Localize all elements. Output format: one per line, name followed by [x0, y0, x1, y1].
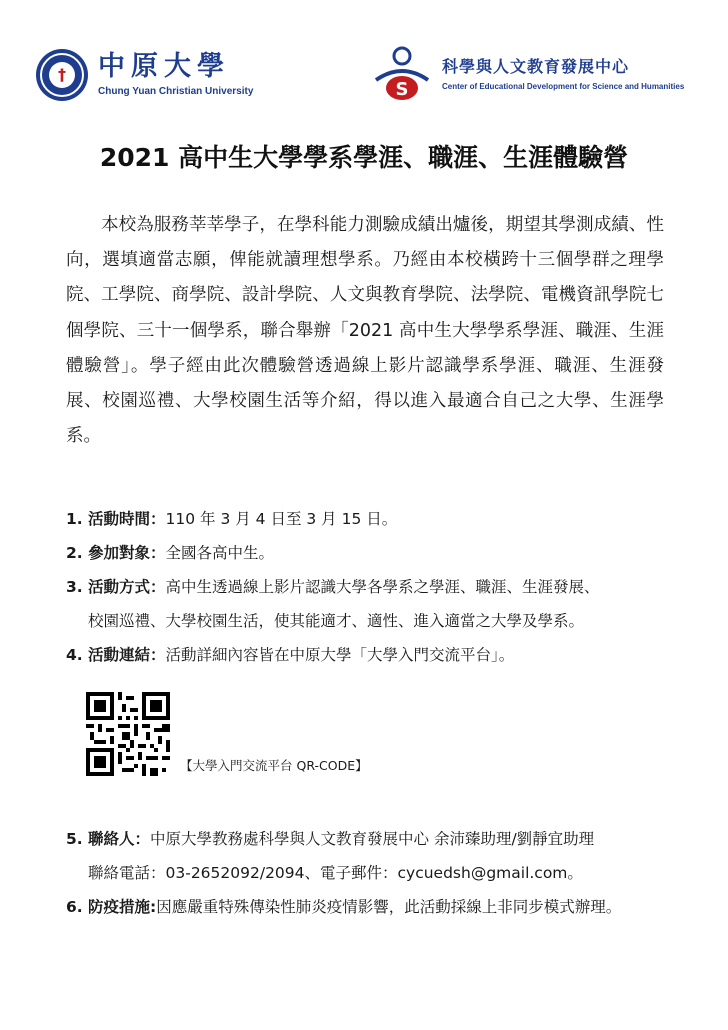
detail-method: 3. 活動方式：高中生透過線上影片認識大學各學系之學涯、職涯、生涯發展、 校園巡禮、大學校園生活，使其能適才、適性、進入適當之大學及學系。	[66, 570, 666, 638]
detail-text: 110 年 3 月 4 日至 3 月 15 日。	[165, 510, 398, 528]
center-logo	[372, 44, 684, 104]
intro-paragraph: 本校為服務莘莘學子，在學科能力測驗成績出爐後，期望其學測成績、性向，選填適當志願，俾能就讀理想學系。乃經由本校橫跨十三個學群之理學院、工學院、商學院、設計學院、人文與教育學院、法學院、電機資訊學院七個學院、三十一個學系，聯合舉辦「2021 高中生大學學系學涯、職涯、生涯體驗營」。學子經由此次體驗營透過線上影片認識學系學涯、職涯、生涯發展、校園巡禮、大學校園生活等介紹，得以進入最適合自己之大學、生涯學系。	[66, 215, 664, 447]
detail-text: 因應嚴重特殊傳染性肺炎疫情影響，此活動採線上非同步模式辦理。	[156, 898, 622, 916]
detail-text: 活動詳細內容皆在中原大學「大學入門交流平台」。	[165, 646, 515, 664]
detail-continuation: 校園巡禮、大學校園生活，使其能適才、適性、進入適當之大學及學系。	[88, 612, 585, 630]
center-name-en: Center of Educational Development for Science and Humanities	[442, 81, 685, 91]
center-emblem-icon	[372, 46, 432, 102]
detail-label: 活動時間：	[88, 510, 166, 528]
detail-label: 參加對象：	[88, 544, 166, 562]
qr-code-icon[interactable]	[86, 692, 170, 776]
detail-audience: 2. 參加對象：全國各高中生。	[66, 544, 275, 562]
detail-label: 活動方式：	[88, 578, 166, 596]
detail-label: 防疫措施:	[88, 898, 157, 916]
detail-label: 聯絡人：	[88, 830, 151, 848]
university-name-en: Chung Yuan Christian University	[98, 86, 254, 97]
qr-caption: 【大學入門交流平台 QR-CODE】	[180, 758, 368, 773]
detail-text: 高中生透過線上影片認識大學各學系之學涯、職涯、生涯發展、	[165, 578, 600, 596]
svg-text:S: S	[395, 79, 409, 100]
page-title: 2021 高中生大學學系學涯、職涯、生涯體驗營	[99, 143, 629, 172]
detail-text: 全國各高中生。	[165, 544, 275, 562]
detail-link: 4. 活動連結：活動詳細內容皆在中原大學「大學入門交流平台」。	[66, 646, 515, 664]
detail-continuation: 聯絡電話：03-2652092/2094、電子郵件：cycuedsh@gmail.com。	[88, 864, 583, 882]
university-seal-icon: †	[36, 49, 88, 101]
university-name-cn: 中原大學	[98, 51, 230, 82]
qr-section	[86, 692, 368, 776]
center-name-cn: 科學與人文教育發展中心	[442, 56, 630, 76]
detail-contact: 5. 聯絡人：中原大學教務處科學與人文教育發展中心 余沛臻助理/劉靜宜助理 聯絡電話：03-2652092/2094、電子郵件：cycuedsh@gmail.com。	[66, 822, 666, 890]
detail-label: 活動連結：	[88, 646, 166, 664]
detail-text: 中原大學教務處科學與人文教育發展中心 余沛臻助理/劉靜宜助理	[150, 830, 595, 848]
detail-epidemic-measures: 6. 防疫措施:因應嚴重特殊傳染性肺炎疫情影響，此活動採線上非同步模式辦理。	[66, 898, 622, 916]
university-logo	[36, 46, 253, 104]
detail-time: 1. 活動時間：110 年 3 月 4 日至 3 月 15 日。	[66, 510, 398, 528]
